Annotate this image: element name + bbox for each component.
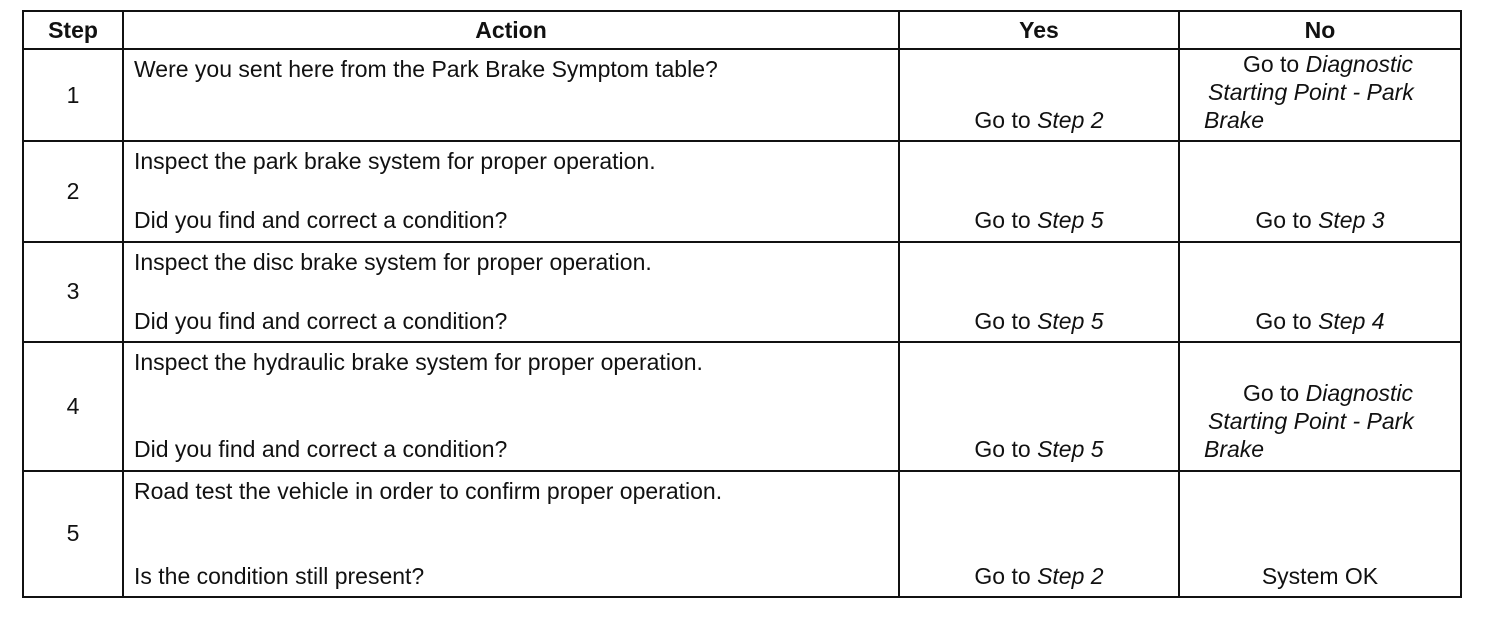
- no-target: Step 4: [1318, 307, 1385, 334]
- table-row: [23, 471, 1461, 597]
- no-prefix: Go to: [1255, 207, 1319, 234]
- header-no: No: [1179, 11, 1461, 49]
- table-row: [23, 342, 1461, 470]
- action-text: Inspect the hydraulic brake system for proper operation.: [134, 349, 703, 376]
- no-line1-prefix: Go to: [1242, 380, 1306, 407]
- action-text: Inspect the park brake system for proper operation.: [134, 148, 656, 175]
- header-yes: Yes: [899, 11, 1179, 49]
- table-row: [23, 141, 1461, 241]
- action-question: Did you find and correct a condition?: [134, 207, 508, 234]
- no-cell: [1179, 342, 1461, 470]
- action-cell: [123, 342, 899, 470]
- action-text: Were you sent here from the Park Brake Symptom table?: [134, 56, 718, 82]
- action-text: Inspect the disc brake system for proper operation.: [134, 248, 652, 275]
- no-result: System OK: [1261, 562, 1379, 589]
- step-number: 4: [23, 342, 123, 470]
- no-cell: [1179, 49, 1461, 141]
- action-question: Is the condition still present?: [134, 562, 425, 589]
- header-action: Action: [123, 11, 899, 49]
- yes-prefix: Go to: [974, 107, 1038, 133]
- no-prefix: Go to: [1255, 307, 1319, 334]
- yes-target: Step 5: [1037, 436, 1104, 463]
- yes-cell: [899, 342, 1179, 470]
- table-row: [23, 242, 1461, 342]
- yes-target: Step 5: [1037, 307, 1104, 334]
- yes-cell: [899, 242, 1179, 342]
- yes-cell: [899, 141, 1179, 241]
- action-question: Did you find and correct a condition?: [134, 436, 508, 463]
- action-cell: [123, 242, 899, 342]
- header-step: Step: [23, 11, 123, 49]
- yes-target: Step 2: [1037, 562, 1104, 589]
- yes-prefix: Go to: [974, 207, 1038, 234]
- no-cell: [1179, 141, 1461, 241]
- step-number: 1: [23, 49, 123, 141]
- action-cell: [123, 49, 899, 141]
- action-cell: [123, 141, 899, 241]
- diagnostic-table: [22, 10, 1462, 598]
- step-number: 5: [23, 471, 123, 597]
- step-number: 3: [23, 242, 123, 342]
- no-line1-italic: Diagnostic: [1305, 380, 1414, 407]
- no-line2: Starting Point - Park: [1208, 408, 1414, 435]
- yes-prefix: Go to: [974, 436, 1038, 463]
- no-line3: Brake: [1204, 107, 1265, 133]
- no-line3: Brake: [1204, 436, 1265, 463]
- action-text: Road test the vehicle in order to confirm proper operation.: [134, 477, 723, 504]
- no-line2: Starting Point - Park: [1208, 79, 1414, 105]
- no-line1-italic: Diagnostic: [1305, 51, 1414, 77]
- yes-target: Step 5: [1037, 207, 1104, 234]
- action-question: Did you find and correct a condition?: [134, 307, 508, 334]
- step-number: 2: [23, 141, 123, 241]
- yes-prefix: Go to: [974, 562, 1038, 589]
- yes-prefix: Go to: [974, 307, 1038, 334]
- no-cell: [1179, 242, 1461, 342]
- header-row: [23, 11, 1461, 49]
- no-cell: [1179, 471, 1461, 597]
- no-line1-prefix: Go to: [1242, 51, 1306, 77]
- table-row: [23, 49, 1461, 141]
- action-cell: [123, 471, 899, 597]
- yes-target: Step 2: [1037, 107, 1104, 133]
- yes-cell: [899, 49, 1179, 141]
- yes-cell: [899, 471, 1179, 597]
- no-target: Step 3: [1318, 207, 1385, 234]
